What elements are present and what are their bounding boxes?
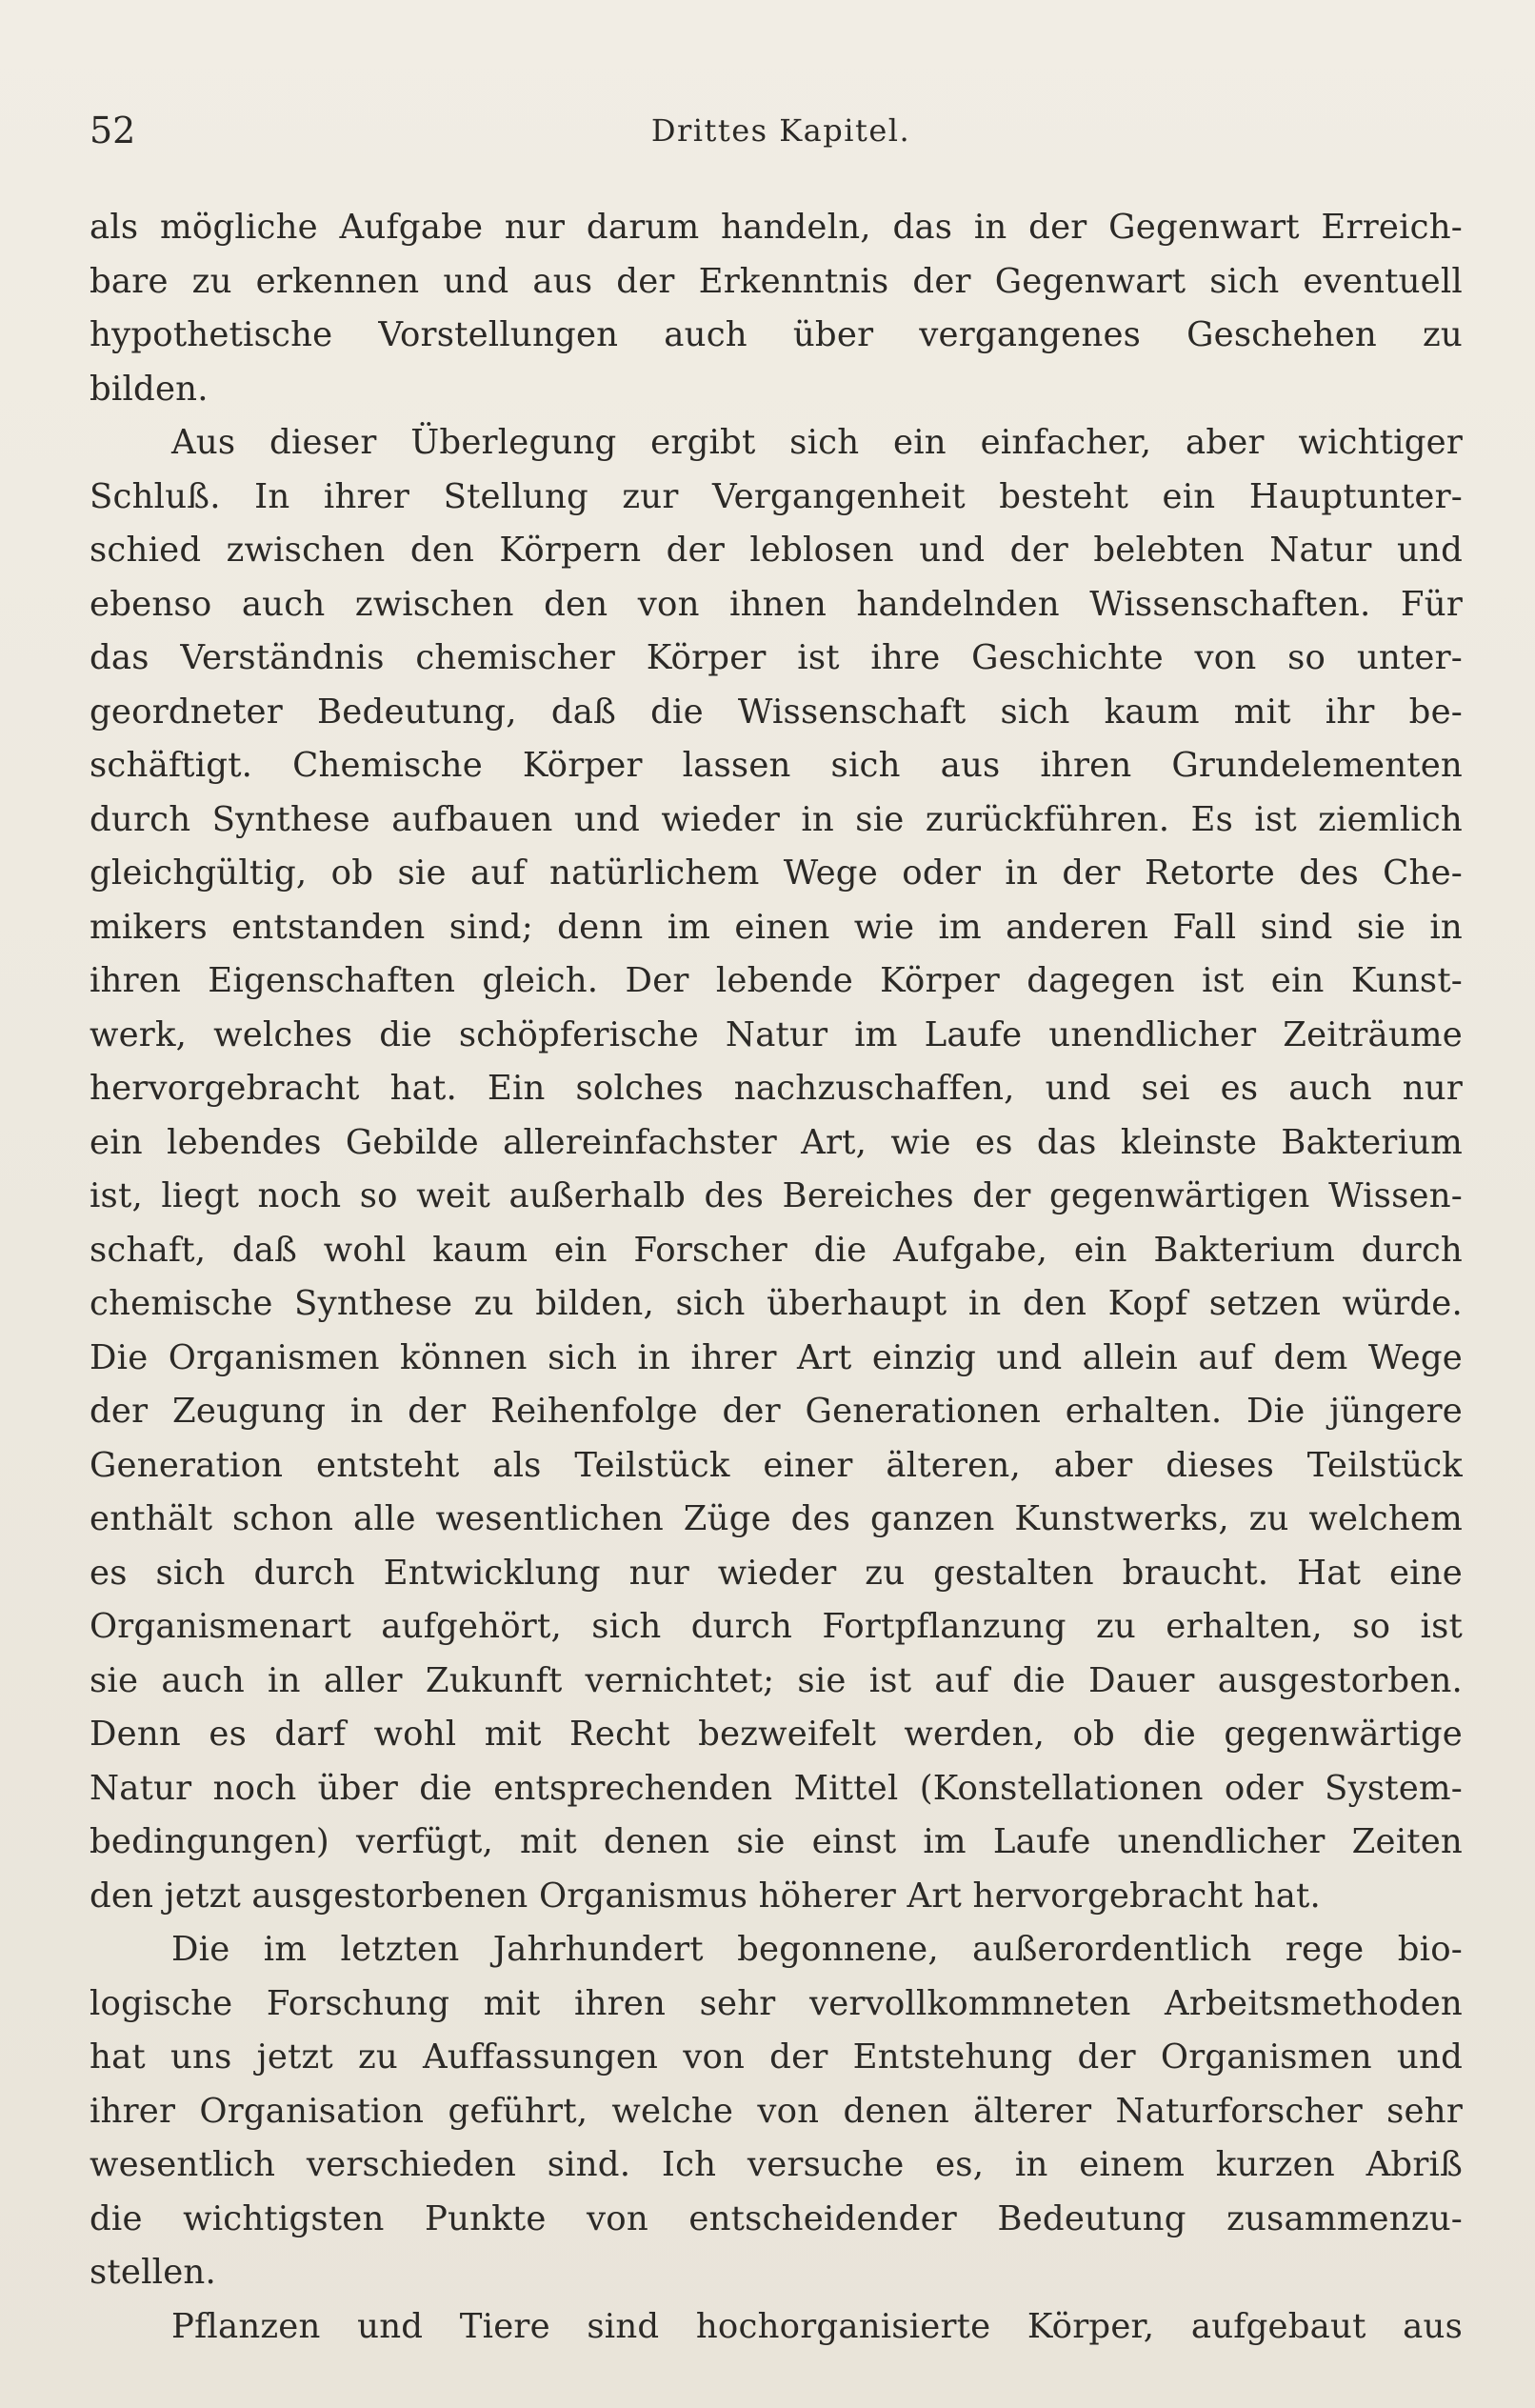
text-line: ihrer Organisation geführt, welche von denen älterer Naturforscher sehr (90, 2091, 1463, 2131)
paragraph-start-line: Pflanzen und Tiere sind hochorganisierte Körper, aufgebaut aus (171, 2306, 1463, 2346)
text-line: Die Organismen können sich in ihrer Art einzig und allein auf dem Wege (90, 1337, 1463, 1377)
text-line: ein lebendes Gebilde allereinfachster Art, wie es das kleinste Bakterium (90, 1122, 1463, 1162)
text-line: Denn es darf wohl mit Recht bezweifelt werden, ob die gegenwärtige (90, 1715, 1463, 1754)
text-line: Generation entsteht als Teilstück einer älteren, aber dieses Teilstück (90, 1445, 1463, 1485)
text-line: bilden. (90, 369, 209, 409)
text-line: ist, liegt noch so weit außerhalb des Bereiches der gegenwärtigen Wissen- (90, 1176, 1463, 1215)
text-line: schied zwischen den Körpern der leblosen und der belebten Natur und (90, 531, 1463, 570)
text-line: hypothetische Vorstellungen auch über vergangenes Geschehen zu (90, 315, 1463, 354)
text-line: mikers entstanden sind; denn im einen wie im anderen Fall sind sie in (90, 907, 1463, 947)
body-text (90, 201, 1463, 2354)
text-line: bedingungen) verfügt, mit denen sie einst im Laufe unendlicher Zeiten (90, 1822, 1463, 1861)
text-line: den jetzt ausgestorbenen Organismus höherer Art hervorgebracht hat. (90, 1876, 1322, 1916)
text-line: der Zeugung in der Reihenfolge der Generationen erhalten. Die jüngere (90, 1392, 1463, 1431)
text-line: Natur noch über die entsprechenden Mittel (Konstellationen oder System- (90, 1768, 1463, 1808)
text-line: stellen. (90, 2253, 216, 2292)
text-line: enthält schon alle wesentlichen Züge des ganzen Kunstwerks, zu welchem (90, 1499, 1463, 1538)
text-line: die wichtigsten Punkte von entscheidender Bedeutung zusammenzu- (90, 2198, 1463, 2238)
text-line: es sich durch Entwicklung nur wieder zu gestalten braucht. Hat eine (90, 1553, 1463, 1593)
text-line: geordneter Bedeutung, daß die Wissenschaft sich kaum mit ihr be- (90, 692, 1463, 732)
text-line: schäftigt. Chemische Körper lassen sich aus ihren Grundelementen (90, 746, 1463, 785)
text-line: hervorgebracht hat. Ein solches nachzuschaffen, und sei es auch nur (90, 1069, 1463, 1108)
text-line: Schluß. In ihrer Stellung zur Vergangenheit besteht ein Hauptunter- (90, 476, 1463, 516)
page-number: 52 (90, 110, 136, 151)
text-line: wesentlich verschieden sind. Ich versuche es, in einem kurzen Abriß (90, 2145, 1463, 2184)
chapter-title: Drittes Kapitel. (650, 112, 911, 149)
running-head (90, 107, 1472, 154)
paragraph-start-line: Die im letzten Jahrhundert begonnene, außerordentlich rege bio- (171, 1930, 1463, 1969)
text-line: logische Forschung mit ihren sehr vervollkommneten Arbeitsmethoden (90, 1983, 1463, 2023)
text-line: ihren Eigenschaften gleich. Der lebende Körper dagegen ist ein Kunst- (90, 961, 1463, 1000)
text-line: ebenso auch zwischen den von ihnen handelnden Wissenschaften. Für (90, 584, 1463, 624)
text-line: werk, welches die schöpferische Natur im Laufe unendlicher Zeiträume (90, 1014, 1463, 1054)
text-line: schaft, daß wohl kaum ein Forscher die Aufgabe, ein Bakterium durch (90, 1230, 1463, 1270)
text-line: bare zu erkennen und aus der Erkenntnis der Gegenwart sich eventuell (90, 261, 1463, 301)
paragraph-start-line: Aus dieser Überlegung ergibt sich ein einfacher, aber wichtiger (171, 423, 1463, 462)
text-line: hat uns jetzt zu Auffassungen von der Entstehung der Organismen und (90, 2037, 1463, 2077)
text-line: durch Synthese aufbauen und wieder in sie zurückführen. Es ist ziemlich (90, 799, 1463, 839)
text-line: gleichgültig, ob sie auf natürlichem Wege oder in der Retorte des Che- (90, 853, 1463, 893)
text-line: das Verständnis chemischer Körper ist ihre Geschichte von so unter- (90, 638, 1463, 677)
text-line: chemische Synthese zu bilden, sich überhaupt in den Kopf setzen würde. (90, 1284, 1463, 1323)
text-line: Organismenart aufgehört, sich durch Fortpflanzung zu erhalten, so ist (90, 1607, 1463, 1646)
text-line: sie auch in aller Zukunft vernichtet; sie ist auf die Dauer ausgestorben. (90, 1660, 1463, 1700)
text-line: als mögliche Aufgabe nur darum handeln, das in der Gegenwart Erreich- (90, 208, 1463, 247)
